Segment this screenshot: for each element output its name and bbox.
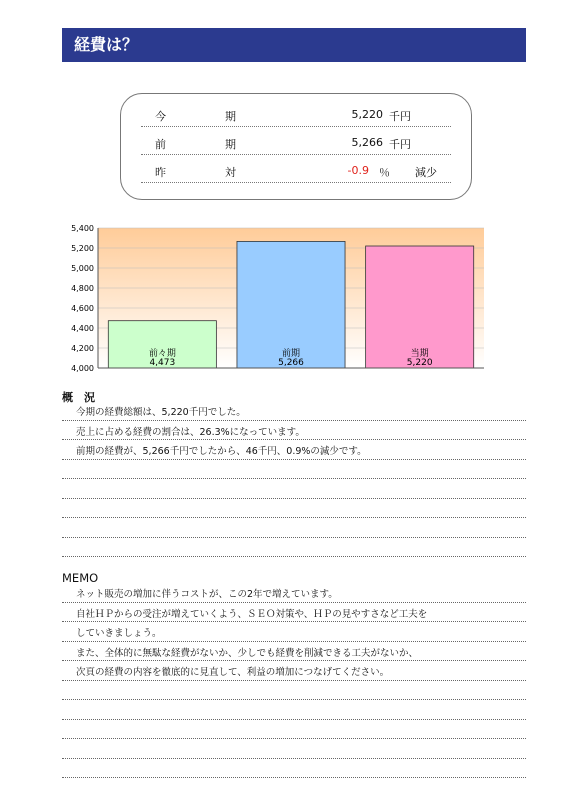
memo-line <box>62 759 526 779</box>
summary-current-unit: 千円 <box>389 110 411 123</box>
bar-category-label: 前期 <box>281 349 301 359</box>
summary-row-previous <box>141 132 451 155</box>
y-tick-label: 5,400 <box>71 224 94 233</box>
memo-lines <box>62 583 526 778</box>
overview-line <box>62 460 526 480</box>
memo-line: また、全体的に無駄な経費がないか、少しでも経費を削減できる工夫がないか、 <box>62 642 526 662</box>
overview-line <box>62 518 526 538</box>
summary-previous-label-1: 前 <box>155 138 166 151</box>
summary-yoy-note: 減少 <box>415 166 437 179</box>
y-tick-label: 5,200 <box>71 244 94 253</box>
summary-current-label-1: 今 <box>155 110 166 123</box>
memo-line <box>62 720 526 740</box>
bar-category-label: 当期 <box>410 349 429 359</box>
summary-yoy-label-2: 対 <box>225 166 236 179</box>
summary-previous-value: 5,266 <box>351 136 383 149</box>
summary-previous-label-2: 期 <box>225 138 236 151</box>
bar-value-label: 4,473 <box>149 358 176 368</box>
overview-line <box>62 499 526 519</box>
memo-line: ネット販売の増加に伴うコストが、この2年で増えています。 <box>62 583 526 603</box>
summary-current-value: 5,220 <box>351 108 383 121</box>
overview-line: 前期の経費が、5,266千円でしたから、46千円、0.9%の減少です。 <box>62 440 526 460</box>
overview-lines <box>62 401 526 557</box>
page-title-bar <box>62 28 526 62</box>
memo-line <box>62 739 526 759</box>
overview-line: 今期の経費総額は、5,220千円でした。 <box>62 401 526 421</box>
summary-current-label-2: 期 <box>225 110 236 123</box>
bar-category-label: 前々期 <box>148 349 176 359</box>
y-tick-label: 4,000 <box>71 364 94 373</box>
y-tick-label: 4,800 <box>71 284 94 293</box>
bar-value-label: 5,220 <box>406 358 433 368</box>
summary-previous-unit: 千円 <box>389 138 411 151</box>
summary-yoy-percent: ％ <box>379 166 390 179</box>
overview-heading: 概 況 <box>62 391 95 404</box>
summary-yoy-label-1: 昨 <box>155 166 166 179</box>
y-tick-label: 5,000 <box>71 264 94 273</box>
overview-line <box>62 479 526 499</box>
summary-yoy-value: -0.9 <box>347 164 369 177</box>
memo-line: 自社ＨＰからの受注が増えていくよう、ＳＥＯ対策や、ＨＰの見やすさなど工夫を <box>62 603 526 623</box>
memo-line: していきましょう。 <box>62 622 526 642</box>
page-title: 経費は？ <box>74 35 139 54</box>
memo-line <box>62 681 526 701</box>
y-tick-label: 4,200 <box>71 344 94 353</box>
overview-line <box>62 538 526 558</box>
summary-box <box>120 93 472 200</box>
summary-row-current <box>141 104 451 127</box>
y-tick-label: 4,600 <box>71 304 94 313</box>
memo-line: 次頁の経費の内容を徹底的に見直して、利益の増加につなげてください。 <box>62 661 526 681</box>
bar-value-label: 5,266 <box>278 358 304 368</box>
y-tick-label: 4,400 <box>71 324 94 333</box>
memo-heading: MEMO <box>62 571 99 585</box>
overview-line: 売上に占める経費の割合は、26.3%になっています。 <box>62 421 526 441</box>
expense-bar-chart <box>62 220 492 380</box>
summary-row-yoy <box>141 160 451 183</box>
memo-line <box>62 700 526 720</box>
